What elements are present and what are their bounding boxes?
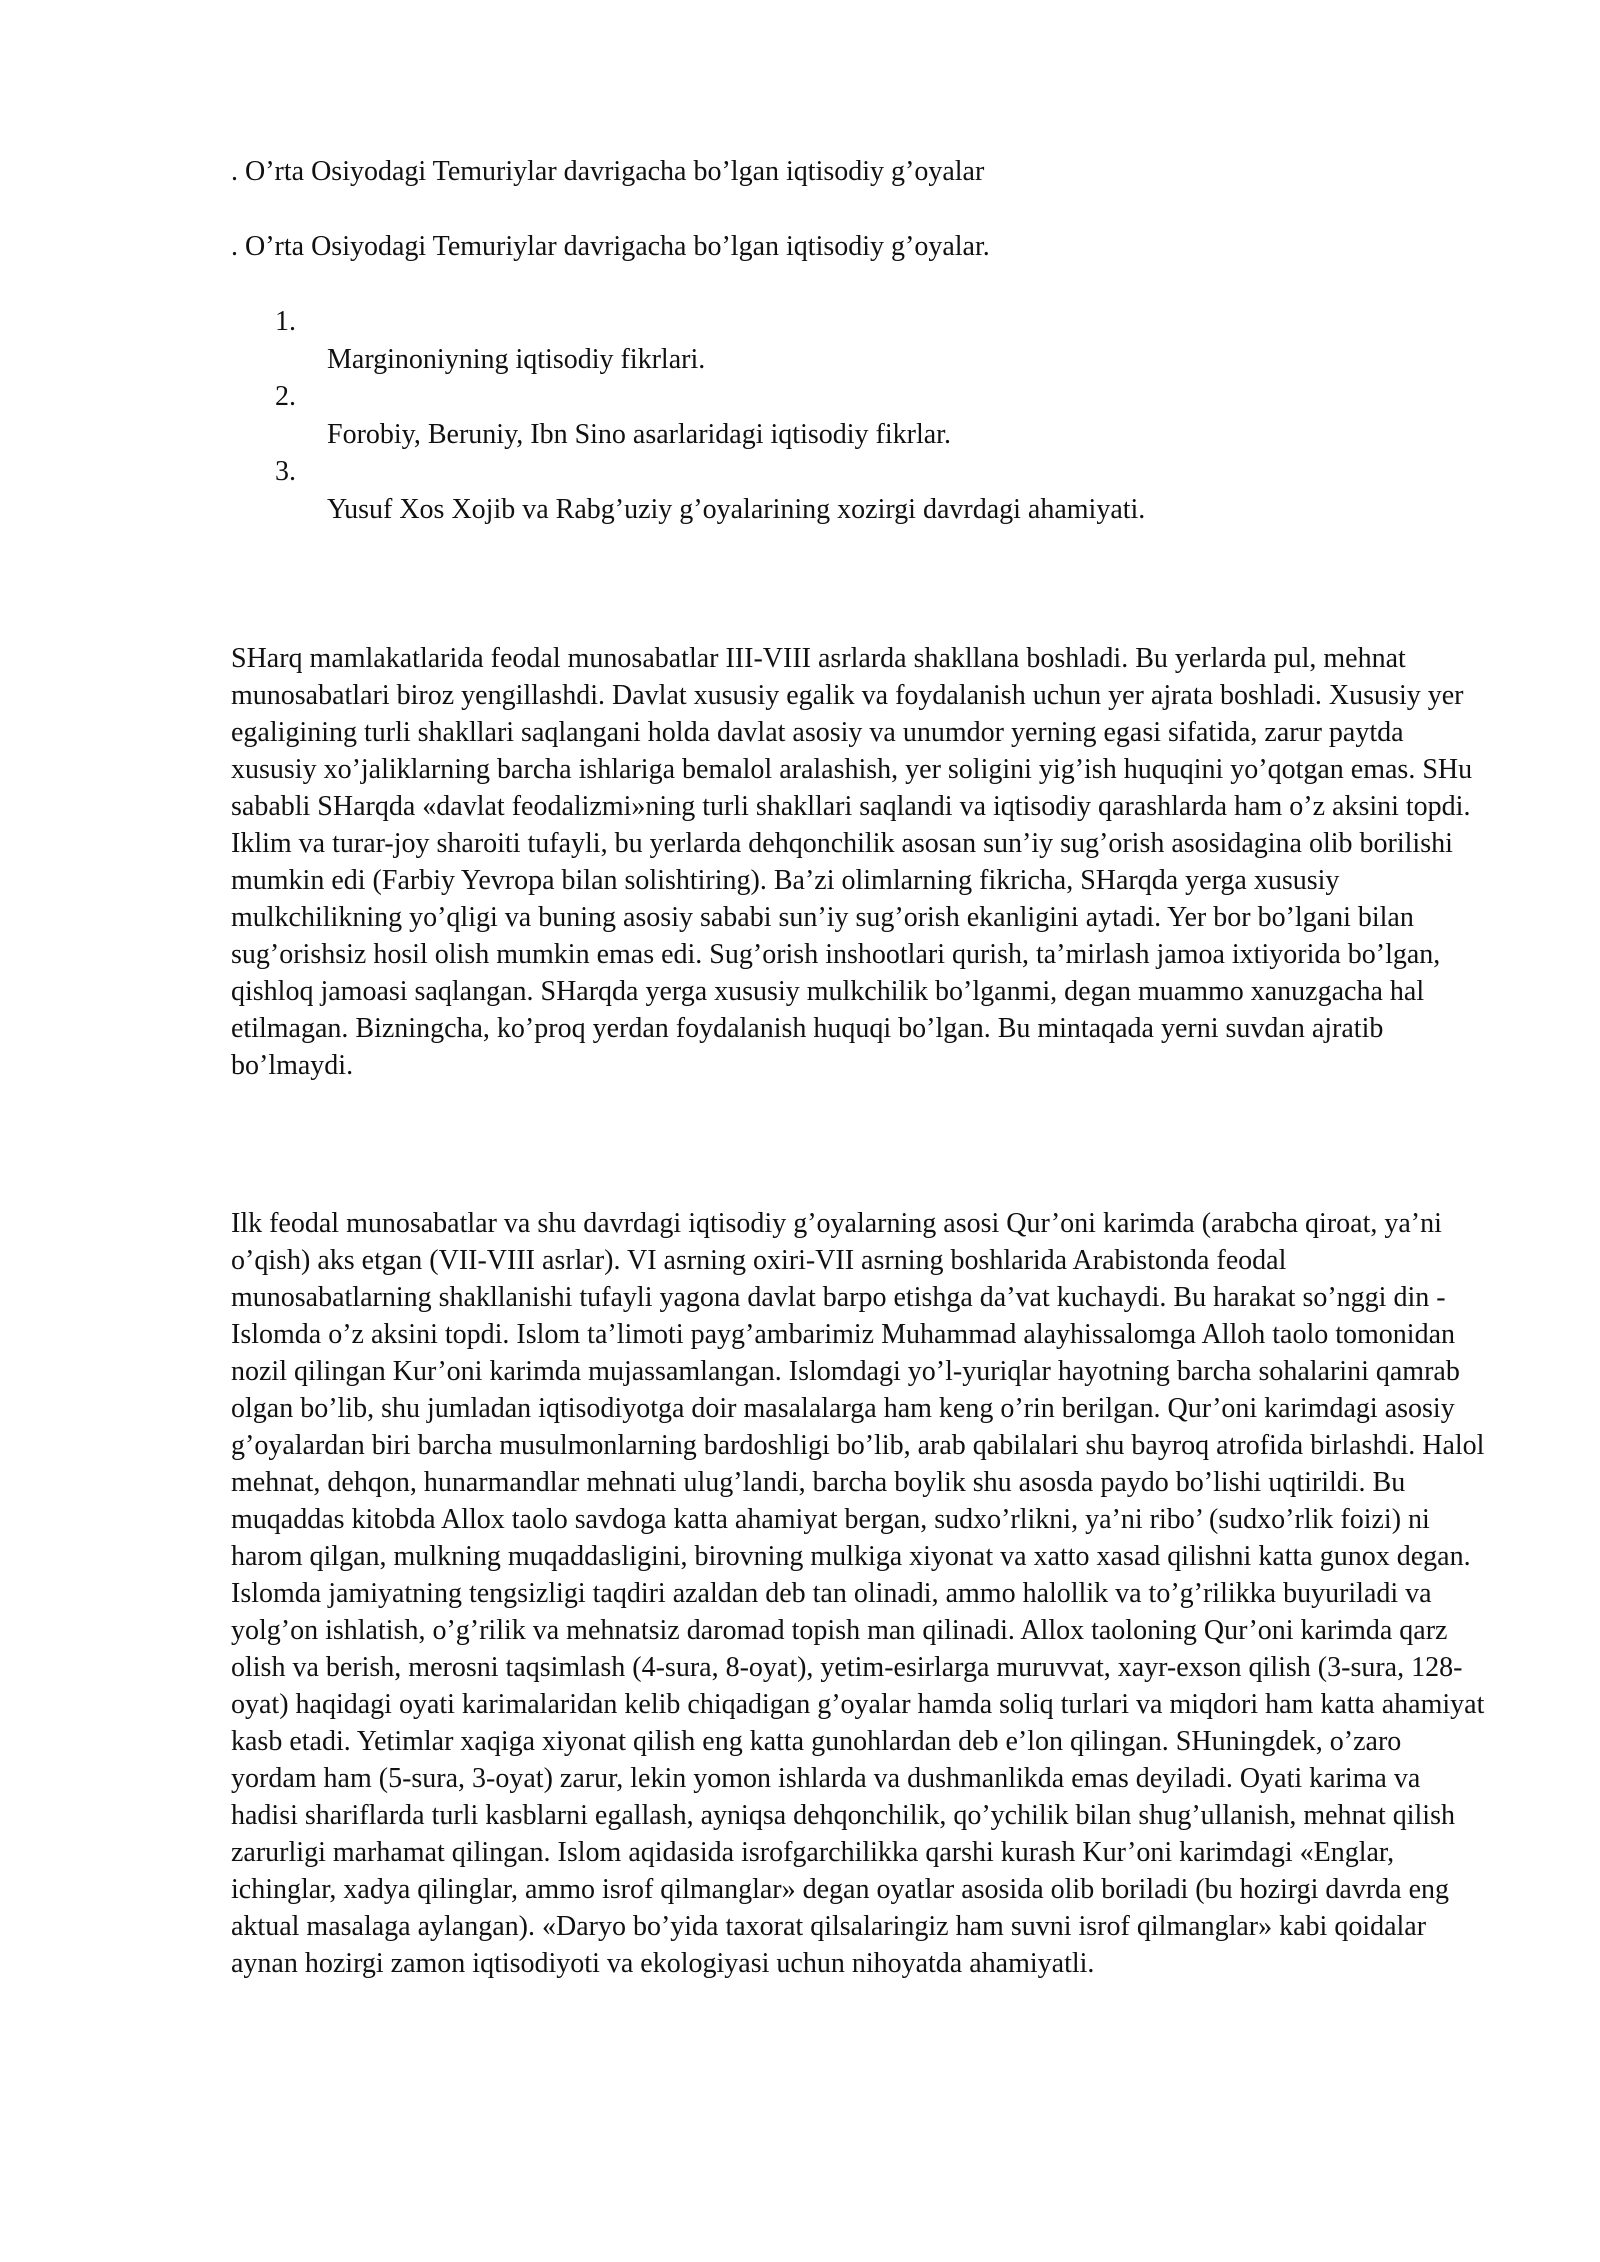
outline-item-number: 3.	[275, 456, 296, 487]
outline-list	[231, 303, 1481, 528]
outline-item-number: 2.	[275, 381, 296, 412]
outline-item	[231, 303, 1481, 378]
outline-item	[231, 453, 1481, 528]
outline-item-number: 1.	[275, 306, 296, 337]
outline-item	[231, 378, 1481, 453]
outline-item-label: Marginoniyning iqtisodiy fikrlari.	[327, 344, 706, 375]
outline-item-label: Forobiy, Beruniy, Ibn Sino asarlaridagi iqtisodiy fikrlar.	[327, 419, 951, 450]
body-paragraph: Ilk feodal munosabatlar va shu davrdagi iqtisodiy g’oyalarning asosi Qur’oni karimda (arabcha qiroat, ya’ni o’qish) aks etgan (VII-VIII asrlar). VI asrning oxiri-VII asrning boshlarida Arabistonda feodal munosabatlarning shakllanishi tufayli yagona davlat barpo etishga da’vat kuchaydi. Bu harakat so’nggi din - Islomda o’z aksini topdi. Islom ta’limoti payg’ambarimiz Muhammad alayhissalomga Alloh taolo tomonidan nozil qilingan Kur’oni karimda mujassamlangan. Islomdagi yo’l-yuriqlar hayotning barcha sohalarini qamrab olgan bo’lib, shu jumladan iqtisodiyotga doir masalalarga ham keng o’rin berilgan. Qur’oni karimdagi asosiy g’oyalardan biri barcha musulmonlarning bardoshligi bo’lib, arab qabilalari shu bayroq atrofida birlashdi. Halol mehnat, dehqon, hunarmandlar mehnati ulug’landi, barcha boylik shu asosda paydo bo’lishi uqtirildi. Bu muqaddas kitobda Allox taolo savdoga katta ahamiyat bergan, sudxo’rlikni, ya’ni ribo’ (sudxo’rlik foizi) ni harom qilgan, mulkning muqaddasligini, birovning mulkiga xiyonat va xatto xasad qilishni katta gunox degan. Islomda jamiyatning tengsizligi taqdiri azaldan deb tan olinadi, ammo halollik va to’g’rilikka buyuriladi va yolg’on ishlatish, o’g’rilik va mehnatsiz daromad topish man qilinadi. Allox taoloning Qur’oni karimda qarz olish va berish, merosni taqsimlash (4-sura, 8-oyat), yetim-esirlarga muruvvat, xayr-exson qilish (3-sura, 128-oyat) haqidagi oyati karimalaridan kelib chiqadigan g’oyalar hamda soliq turlari va miqdori ham katta ahamiyat kasb etadi. Yetimlar xaqiga xiyonat qilish eng katta gunohlardan deb e’lon qilingan. SHuningdek, o’zaro yordam ham (5-sura, 3-oyat) zarur, lekin yomon ishlarda va dushmanlikda emas deyiladi. Oyati karima va hadisi shariflarda turli kasblarni egallash, ayniqsa dehqonchilik, qo’ychilik bilan shug’ullanish, mehnat qilish zarurligi marhamat qilingan. Islom aqidasida isrofgarchilikka qarshi kurash Kur’oni karimdagi «Englar, ichinglar, xadya qilinglar, ammo isrof qilmanglar» degan oyatlar asosida olib boriladi (bu hozirgi davrda eng aktual masalaga aylangan). «Daryo bo’yida taxorat qilsalaringiz ham suvni isrof qilmanglar» kabi qoidalar aynan hozirgi zamon iqtisodiyoti va ekologiyasi uchun nihoyatda ahamiyatli.	[231, 1208, 1485, 1979]
document-title: . O’rta Osiyodagi Temuriylar davrigacha bo’lgan iqtisodiy g’oyalar	[231, 156, 985, 187]
body-paragraph: SHarq mamlakatlarida feodal munosabatlar III-VIII asrlarda shakllana boshladi. Bu yerlarda pul, mehnat munosabatlari biroz yengillashdi. Davlat xususiy egalik va foydalanish uchun yer ajrata boshladi. Xususiy yer egaligining turli shakllari saqlangani holda davlat asosiy va unumdor yerning egasi sifatida, zarur paytda xususiy xo’jaliklarning barcha ishlariga bemalol aralashish, yer soligini yig’ish huquqini yo’qotgan emas. SHu sababli SHarqda «davlat feodalizmi»ning turli shakllari saqlandi va iqtisodiy qarashlarda ham o’z aksini topdi. Iklim va turar-joy sharoiti tufayli, bu yerlarda dehqonchilik asosan sun’iy sug’orish asosidagina olib borilishi mumkin edi (Farbiy Yevropa bilan solishtiring). Ba’zi olimlarning fikricha, SHarqda yerga xususiy mulkchilikning yo’qligi va buning asosiy sababi sun’iy sug’orish ekanligini aytadi. Yer bor bo’lgani bilan sug’orishsiz hosil olish mumkin emas edi. Sug’orish inshootlari qurish, ta’mirlash jamoa ixtiyorida bo’lgan, qishloq jamoasi saqlangan. SHarqda yerga xususiy mulkchilik bo’lganmi, degan muammo xanuzgacha hal etilmagan. Bizningcha, ko’proq yerdan foydalanish huquqi bo’lgan. Bu mintaqada yerni suvdan ajratib bo’lmaydi.	[231, 643, 1473, 1081]
outline-item-label: Yusuf Xos Xojib va Rabg’uziy g’oyalarining xozirgi davrdagi ahamiyati.	[327, 494, 1146, 525]
document-subtitle: . O’rta Osiyodagi Temuriylar davrigacha bo’lgan iqtisodiy g’oyalar.	[231, 231, 990, 262]
